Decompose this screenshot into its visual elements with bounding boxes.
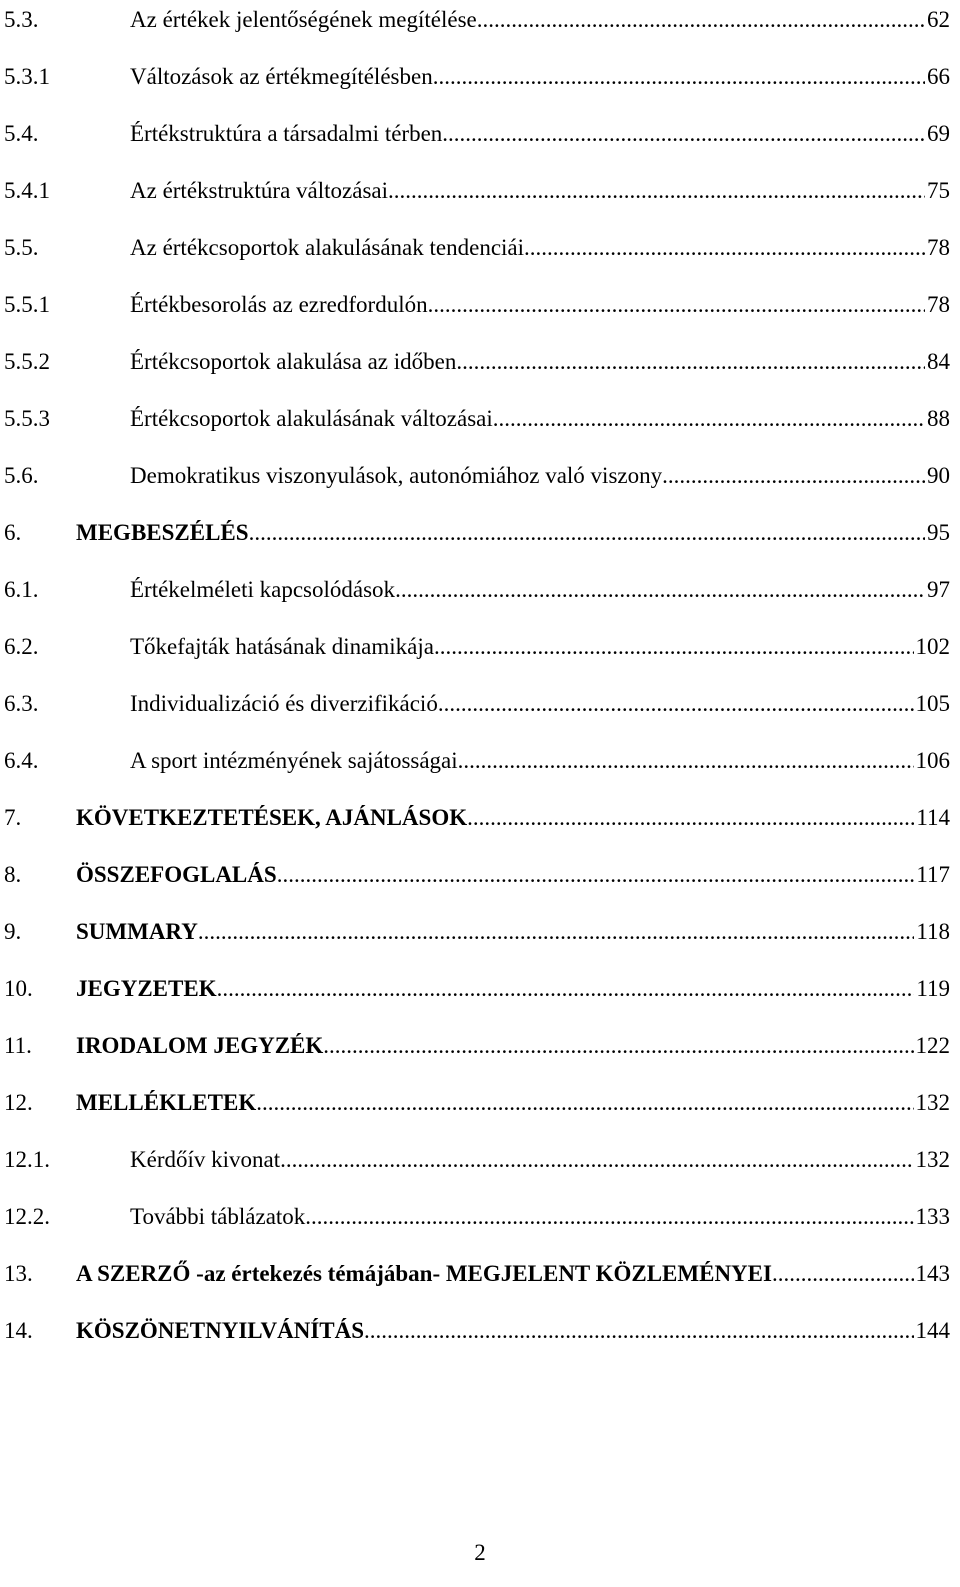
toc-dot-leader (662, 456, 925, 496)
toc-entry-page: 132 (915, 1147, 950, 1172)
toc-entry-page: 118 (916, 919, 950, 944)
toc-entry[interactable] (0, 855, 960, 895)
toc-dot-leader (458, 741, 914, 781)
toc-entry-number: 11. (4, 1033, 32, 1058)
toc-entry-title: KÖSZÖNETNYILVÁNÍTÁS (76, 1318, 365, 1343)
toc-dot-leader (428, 285, 925, 325)
toc-dot-leader (438, 684, 914, 724)
toc-entry-title: Értékbesorolás az ezredfordulón (130, 292, 428, 317)
toc-entry-title: ÖSSZEFOGLALÁS (76, 862, 277, 887)
toc-entry-title: JEGYZETEK (76, 976, 217, 1001)
toc-dot-leader (434, 627, 914, 667)
toc-entry-number: 13. (4, 1261, 33, 1286)
toc-entry-page: 88 (927, 406, 950, 431)
toc-entry-title: Individualizáció és diverzifikáció (130, 691, 438, 716)
toc-dot-leader (477, 0, 925, 40)
toc-entry-number: 5.3.1 (4, 64, 50, 89)
toc-entry[interactable] (0, 171, 960, 211)
toc-entry[interactable] (0, 1197, 960, 1237)
toc-entry-number: 10. (4, 976, 33, 1001)
toc-entry[interactable] (0, 285, 960, 325)
toc-entry-page: 143 (915, 1261, 950, 1286)
toc-entry-title: Változások az értékmegítélésben (130, 64, 433, 89)
toc-entry-page: 144 (915, 1318, 950, 1343)
toc-entry[interactable] (0, 114, 960, 154)
toc-entry-title: SUMMARY (76, 919, 198, 944)
toc-entry-title: Az értékek jelentőségének megítélése (130, 7, 477, 32)
toc-dot-leader (249, 513, 925, 553)
toc-entry[interactable] (0, 513, 960, 553)
toc-entry[interactable] (0, 741, 960, 781)
toc-entry-title: Kérdőív kivonat (130, 1147, 281, 1172)
toc-dot-leader (277, 855, 915, 895)
page-number: 2 (474, 1540, 486, 1565)
toc-entry-number: 7. (4, 805, 22, 830)
toc-dot-leader (198, 912, 915, 952)
toc-entry-number: 5.5.2 (4, 349, 50, 374)
toc-entry[interactable] (0, 1140, 960, 1180)
toc-entry-number: 5.3. (4, 7, 39, 32)
toc-entry-number: 5.4.1 (4, 178, 50, 203)
toc-entry-page: 78 (927, 292, 950, 317)
toc-dot-leader (433, 57, 925, 97)
toc-entry-title: Az értékcsoportok alakulásának tendenciái (130, 235, 525, 260)
toc-entry[interactable] (0, 684, 960, 724)
toc-entry-page: 105 (915, 691, 950, 716)
toc-entry[interactable] (0, 1311, 960, 1351)
toc-entry-page: 78 (927, 235, 950, 260)
toc-dot-leader (467, 798, 914, 838)
toc-entry[interactable] (0, 1254, 960, 1294)
toc-entry-number: 12.1. (4, 1147, 50, 1172)
toc-entry-title: MEGBESZÉLÉS (76, 520, 249, 545)
toc-dot-leader (217, 969, 915, 1009)
toc-entry[interactable] (0, 57, 960, 97)
toc-entry-page: 106 (915, 748, 950, 773)
toc-dot-leader (305, 1197, 913, 1237)
toc-entry[interactable] (0, 1083, 960, 1123)
toc-entry-number: 5.5.1 (4, 292, 50, 317)
toc-entry-number: 14. (4, 1318, 33, 1343)
toc-entry-number: 5.5.3 (4, 406, 50, 431)
toc-entry-number: 6.3. (4, 691, 39, 716)
toc-dot-leader (323, 1026, 913, 1066)
toc-entry[interactable] (0, 0, 960, 40)
toc-entry-page: 62 (927, 7, 950, 32)
toc-dot-leader (395, 570, 925, 610)
toc-entry[interactable] (0, 1026, 960, 1066)
toc-entry[interactable] (0, 969, 960, 1009)
toc-entry-title: Tőkefajták hatásának dinamikája (130, 634, 434, 659)
toc-entry-title: Értékcsoportok alakulása az időben (130, 349, 457, 374)
toc-entry[interactable] (0, 627, 960, 667)
toc-dot-leader (280, 1140, 913, 1180)
toc-entry-page: 119 (916, 976, 950, 1001)
toc-entry-page: 102 (915, 634, 950, 659)
toc-entry[interactable] (0, 456, 960, 496)
toc-entry-title: Értékstruktúra a társadalmi térben (130, 121, 443, 146)
toc-entry-page: 117 (916, 862, 950, 887)
toc-entry-title: KÖVETKEZTETÉSEK, AJÁNLÁSOK (76, 805, 468, 830)
toc-dot-leader (364, 1311, 913, 1351)
toc-dot-leader (524, 228, 925, 268)
toc-dot-leader (493, 399, 925, 439)
toc-entry-page: 69 (927, 121, 950, 146)
toc-entry-title: Értékelméleti kapcsolódások (130, 577, 396, 602)
toc-entry-page: 66 (927, 64, 950, 89)
toc-entry-page: 114 (916, 805, 950, 830)
toc-entry-title: A SZERZŐ -az értekezés témájában- MEGJELENT KÖZLEMÉNYEI (76, 1261, 772, 1286)
toc-entry[interactable] (0, 570, 960, 610)
toc-entry-number: 6.1. (4, 577, 39, 602)
toc-entry-number: 9. (4, 919, 22, 944)
toc-entry-number: 8. (4, 862, 22, 887)
toc-entry-page: 84 (927, 349, 950, 374)
toc-entry-page: 132 (915, 1090, 950, 1115)
toc-entry-title: IRODALOM JEGYZÉK (76, 1033, 324, 1058)
toc-entry[interactable] (0, 798, 960, 838)
toc-dot-leader (256, 1083, 913, 1123)
toc-entry-number: 6. (4, 520, 22, 545)
toc-entry-number: 12. (4, 1090, 33, 1115)
toc-entry-page: 95 (927, 520, 950, 545)
toc-entry-title: MELLÉKLETEK (76, 1090, 257, 1115)
toc-entry-title: A sport intézményének sajátosságai (130, 748, 458, 773)
toc-entry-number: 6.4. (4, 748, 39, 773)
toc-entry-title: Az értékstruktúra változásai (130, 178, 388, 203)
toc-dot-leader (772, 1254, 914, 1294)
toc-entry[interactable] (0, 228, 960, 268)
toc-entry-page: 75 (927, 178, 950, 203)
toc-entry-page: 90 (927, 463, 950, 488)
toc-entry-page: 97 (927, 577, 950, 602)
toc-dot-leader (456, 342, 925, 382)
toc-entry[interactable] (0, 912, 960, 952)
toc-dot-leader (442, 114, 925, 154)
toc-entry-number: 5.4. (4, 121, 39, 146)
toc-entry-page: 122 (915, 1033, 950, 1058)
toc-entry-page: 133 (915, 1204, 950, 1229)
toc-dot-leader (388, 171, 925, 211)
toc-entry-number: 12.2. (4, 1204, 50, 1229)
toc-entry-title: További táblázatok (130, 1204, 306, 1229)
toc-entry-number: 5.6. (4, 463, 39, 488)
toc-entry[interactable] (0, 399, 960, 439)
toc-entry[interactable] (0, 342, 960, 382)
toc-entry-number: 5.5. (4, 235, 39, 260)
toc-entry-title: Értékcsoportok alakulásának változásai (130, 406, 493, 431)
toc-entry-title: Demokratikus viszonyulások, autonómiához való viszony (130, 463, 663, 488)
toc-entry-number: 6.2. (4, 634, 39, 659)
